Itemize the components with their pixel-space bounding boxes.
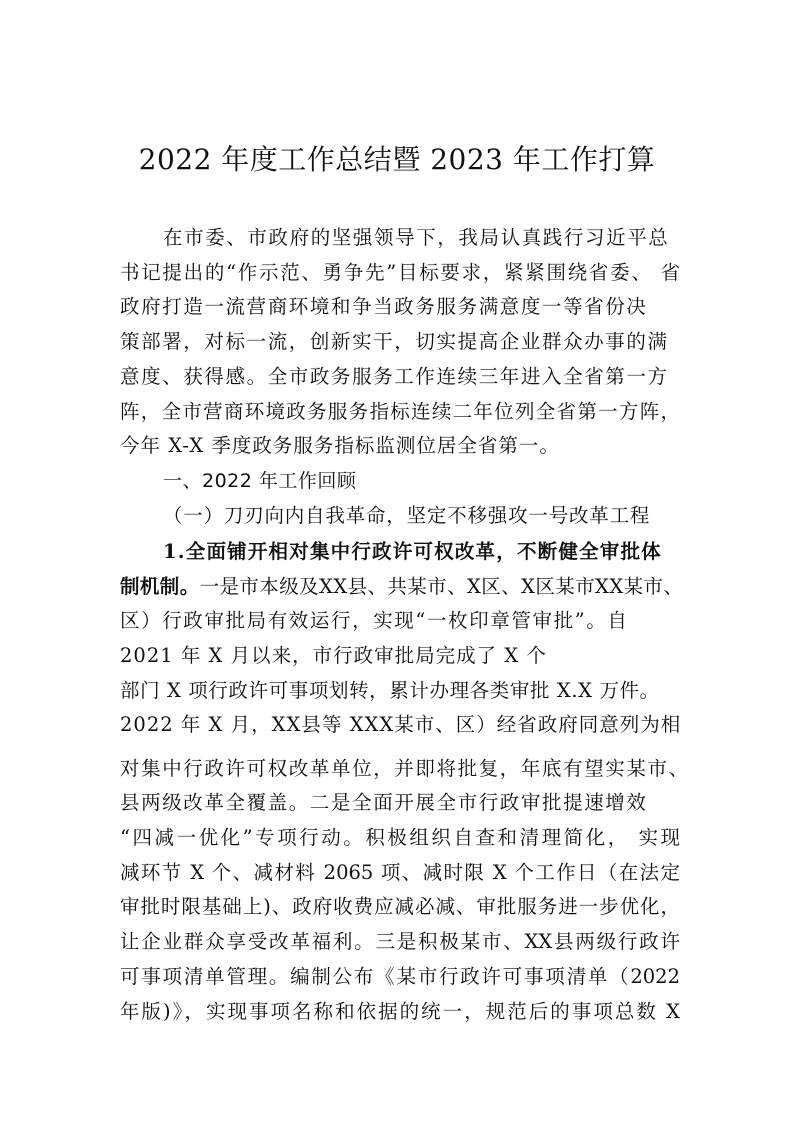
item-body-line: 对集中行政许可权改革单位，并即将批复，年底有望实某市、 [120,757,690,780]
intro-line: 在市委、市政府的坚强领导下，我局认真践行习近平总 [163,226,670,249]
item-body-line: 2022 年 X 月，XX县等 XXX某市、区）经省政府同意列为相 [120,713,682,736]
intro-line: 政府打造一流营商环境和争当政务服务满意度一等省份决 [120,295,648,318]
item-line [120,575,684,599]
item-body-line: 可事项清单管理。编制公布《某市行政许可事项清单（2022 [120,965,680,988]
intro-line: 策部署，对标一流，创新实干，切实提高企业群众办事的满 [120,330,669,353]
intro-line: 意度、获得感。全市政务服务工作连续三年进入全省第一方 [120,365,669,388]
intro-line: 今年 X-X 季度政务服务指标监测位居全省第一。 [120,434,560,457]
intro-line: 阵，全市营商环境政务服务指标连续二年位列全省第一方阵， [120,400,680,423]
item-title-tail: 制机制。 [120,575,200,598]
section-heading: 一、2022 年工作回顾 [163,470,357,492]
item-body-line: 减环节 X 个、减材料 2065 项、减时限 X 个工作日（在法定 [120,861,680,884]
document-title: 2022 年度工作总结暨 2023 年工作打算 [138,143,656,176]
item-body-line: 让企业群众享受改革福利。三是积极某市、XX县两级行政许 [120,930,680,953]
item-body-line: 部门 X 项行政许可事项划转，累计办理各类审批 X.X 万件。 [120,679,660,702]
item-body-text: 一是市本级及XX县、共某市、X区、X区某市XX某市、 [199,575,684,598]
item-body-line: 审批时限基础上)、政府收费应减必减、审批服务进一步优化， [120,895,680,918]
item-body-line: “四减一优化”专项行动。积极组织自查和清理简化， 实现 [120,826,680,849]
item-body-line: 区）行政审批局有效运行，实现“一枚印章管审批”。自 [120,609,629,632]
intro-line: 书记提出的“作示范、勇争先”目标要求，紧紧围绕省委、 省 [120,261,680,284]
item-body-line: 年版)》，实现事项名称和依据的统一，规范后的事项总数 X [120,1000,680,1023]
subsection-heading: （一）刀刃向内自我革命，坚定不移强攻一号改革工程 [163,504,651,527]
item-body-line: 县两级改革全覆盖。二是全面开展全市行政审批提速增效 [120,791,648,814]
item-title-line: 1.全面铺开相对集中行政许可权改革，不断健全审批体 [163,540,662,563]
item-body-line: 2021 年 X 月以来，市行政审批局完成了 X 个 [120,644,547,667]
